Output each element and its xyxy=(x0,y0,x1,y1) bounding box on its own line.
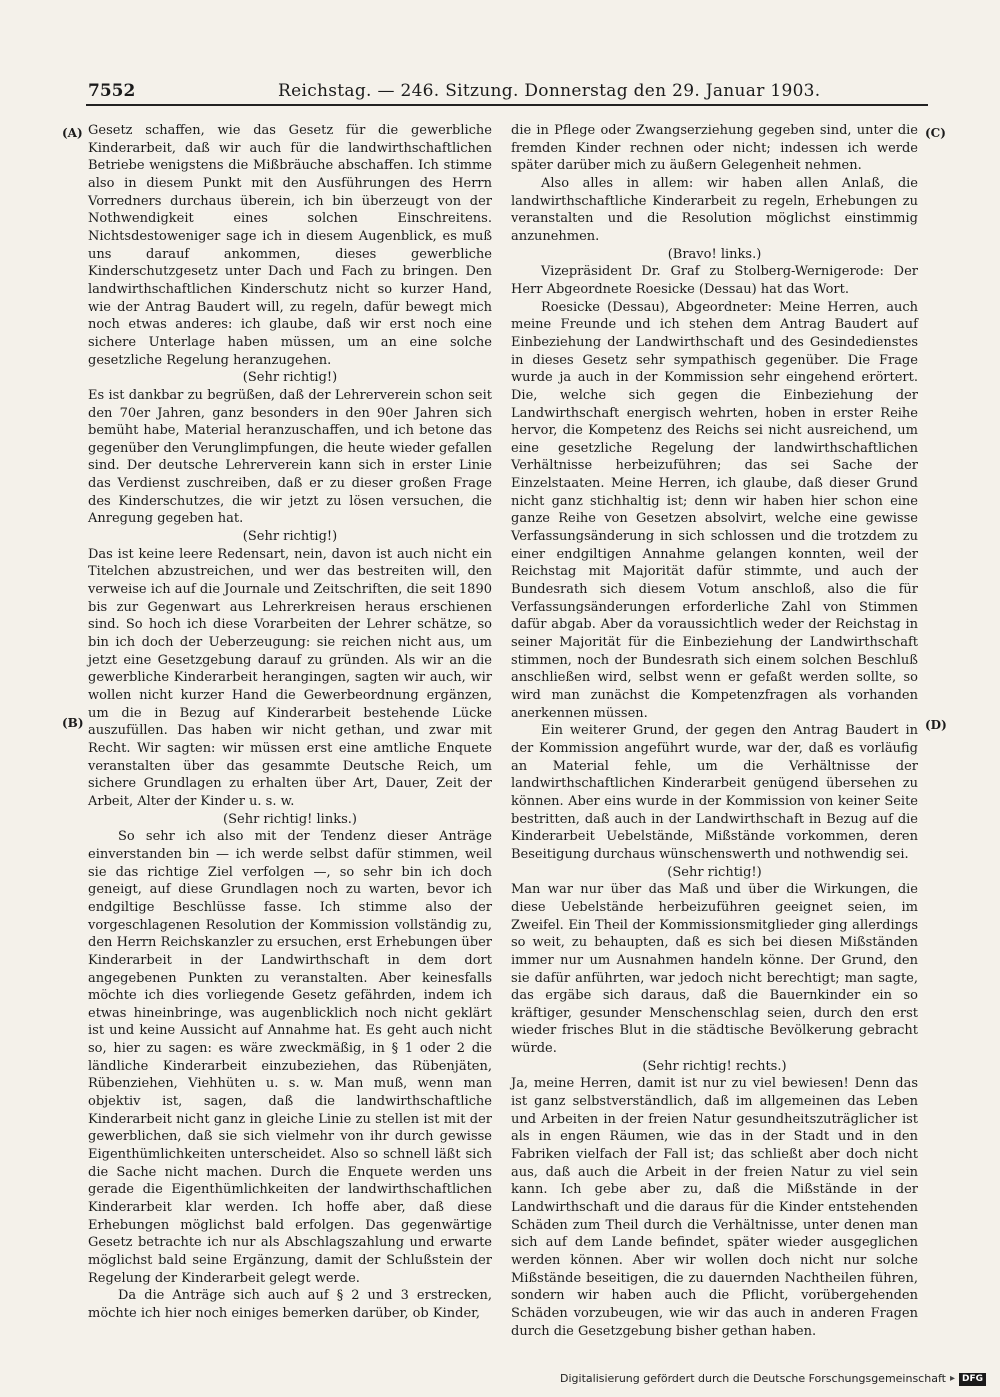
paragraph: Gesetz schaffen, wie das Gesetz für die gewerbliche Kinderarbeit, daß wir auch für die landwirthschaftlichen Betriebe wenigstens die Mißbräuche abschaffen. Ich stimme also in diesem Punkt mit den Ausführungen des Herrn Vorredners durchaus überein, ich bin überzeugt von der Nothwendigkeit eines solchen Einschreitens. Nichtsdestoweniger sage ich in diesem Augenblick, es muß uns darauf ankommen, dieses gewerbliche Kinderschutzgesetz unter Dach und Fach zu bringen. Den landwirthschaftlichen Kinderschutz nicht so kurzer Hand, wie der Antrag Baudert will, zu regeln, dafür bewegt mich noch etwas anderes: ich glaube, daß wir erst noch eine sichere Unterlage haben müssen, um an eine solche gesetzliche Regelung heranzugehen. xyxy=(88,123,492,368)
paragraph: Es ist dankbar zu begrüßen, daß der Lehrerverein schon seit den 70er Jahren, ganz besonders in den 90er Jahren sich bemüht habe, Material heranzuschaffen, und ich betone das gegenüber den Verunglimpfungen, die heute wieder gefallen sind. Der deutsche Lehrerverein kann sich in erster Linie das Verdienst zuschreiben, daß er zu dieser großen Frage des Kinderschutzes, die wir jetzt zu lösen versuchen, die Anregung gegeben hat. xyxy=(88,387,492,527)
paragraph: Ein weiterer Grund, der gegen den Antrag Baudert in der Kommission angeführt wurde, war der, daß es vorläufig an Material fehle, um die Verhältnisse der landwirthschaftlichen Kinderarbeit genügend übersehen zu können. Aber eins wurde in der Kommission von keiner Seite bestritten, daß auch in der Landwirthschaft in Bezug auf die Kinderarbeit Uebelstände, Mißstände vorkommen, deren Beseitigung durchaus wünschenswerth und nothwendig sei. xyxy=(511,723,918,862)
interjection: (Bravo! links.) xyxy=(667,246,762,262)
interjection: (Sehr richtig! rechts.) xyxy=(642,1058,787,1074)
header-rule xyxy=(86,104,928,106)
interjection: (Sehr richtig!) xyxy=(242,529,338,545)
speech-paragraph: Roesicke (Dessau), Abgeordneter: Meine Herren, auch meine Freunde und ich stehen dem Antrag Baudert auf Einbeziehung der Landwirthschaft und des Gesindedienstes in dieses Gesetz sehr sympathisch gegenüber. Die Frage wurde ja auch in der Kommission sehr eingehend erörtert. Die, welche sich gegen die Einbeziehung der Landwirthschaft energisch wehrten, hoben in erster Reihe hervor, die Kompetenz des Reichs sei nicht ausreichend, um eine gesetzliche Regelung der landwirthschaftlichen Verhältnisse herbeizuführen; das sei Sache der Einzelstaaten. Meine Herren, ich glaube, daß dieser Grund nicht ganz stichhaltig ist; denn wir haben hier schon eine ganze Reihe von Gesetzen absolvirt, welche eine gewisse Verfassungsänderung in sich schlossen und die trotzdem zu einer endgiltigen Annahme gelangen konnten, weil der Reichstag mit Majorität dafür stimmte, und auch der Bundesrath sich diesem Votum anschloß, also die für Verfassungsänderungen erforderliche Zahl von Stimmen dafür abgab. Aber da voraussichtlich weder der Reichstag in seiner Majorität für die Einbeziehung der Landwirthschaft stimmen, noch der Bundesrath sich einem solchen Beschluß anschließen wird, selbst wenn er gefaßt werden sollte, so wird man zunächst die Kompetenzfragen als vorhanden anerkennen müssen. xyxy=(511,299,918,721)
right-column xyxy=(511,122,918,1340)
margin-marker-d: (D) xyxy=(925,718,947,732)
arrow-icon: ▸ xyxy=(949,1373,955,1384)
dfg-logo: DFG xyxy=(959,1373,986,1386)
margin-marker-b: (B) xyxy=(62,716,84,730)
speaker-announcement: Vizepräsident Dr. Graf zu Stolberg-Wernigerode: Der Herr Abgeordnete Roesicke (Dessau) hat das Wort. xyxy=(511,264,918,297)
paragraph: Also alles in allem: wir haben allen Anlaß, die landwirthschaftliche Kinderarbeit zu regeln, Erhebungen zu veranstalten und die Resolution möglichst einstimmig anzunehmen. xyxy=(511,175,918,244)
margin-marker-a: (A) xyxy=(62,126,83,140)
margin-marker-c: (C) xyxy=(925,126,946,140)
page-header xyxy=(88,80,926,102)
paragraph: Das ist keine leere Redensart, nein, davon ist auch nicht ein Titelchen abzustreichen, und wer das bestreiten will, den verweise ich auf die Journale und Zeitschriften, die seit 1890 bis zur Gegenwart aus Lehrerkreisen heraus erschienen sind. So hoch ich diese Vorarbeiten der Lehrer schätze, so bin ich doch der Ueberzeugung: sie reichen nicht aus, um jetzt eine Gesetzgebung darauf zu gründen. Als wir an die gewerbliche Kinderarbeit herangingen, sagten wir auch, wir wollen nicht kurzer Hand die Gewerbeordnung ergänzen, um die in Bezug auf Kinderarbeit bestehende Lücke auszufüllen. Das haben wir nicht gethan, und zwar mit Recht. Wir sagten: wir müssen erst eine amtliche Enquete veranstalten über das gesammte Deutsche Reich, um sichere Grundlagen zu erhalten über Art, Dauer, Zeit der Arbeit, Alter der Kinder u. s. w. xyxy=(88,546,492,809)
interjection: (Sehr richtig! links.) xyxy=(223,811,357,827)
paragraph: die in Pflege oder Zwangserziehung gegeben sind, unter die fremden Kinder rechnen oder nicht; indessen ich werde später darüber mich zu äußern Gelegenheit nehmen. xyxy=(511,123,918,174)
paragraph: Man war nur über das Maß und über die Wirkungen, die diese Uebelstände herbeizuführen geeignet seien, im Zweifel. Ein Theil der Kommissionsmitglieder ging allerdings so weit, zu behaupten, daß es sich bei diesen Mißständen immer nur um Ausnahmen handeln könne. Der Grund, den sie dafür anführten, war jedoch nicht berechtigt; man sagte, das ergäbe sich daraus, daß die Bauernkinder ein so kräftiger, gesunder Menschenschlag seien, durch den erst wieder frisches Blut in die städtische Bevölkerung gebracht würde. xyxy=(511,882,918,1057)
left-column xyxy=(88,122,492,1323)
paragraph: So sehr ich also mit der Tendenz dieser Anträge einverstanden bin — ich werde selbst dafür stimmen, weil sie das richtige Ziel verfolgen —, so sehr bin ich doch geneigt, auf diese Grundlagen noch zu warten, bevor ich endgiltige Beschlüsse fasse. Ich stimme also der vorgeschlagenen Resolution der Kommission vollständig zu, den Herrn Reichskanzler zu ersuchen, erst Erhebungen über Kinderarbeit in der Landwirthschaft in dem dort angegebenen Punkten zu veranstalten. Aber keinesfalls möchte ich dies vorliegende Gesetz gefährden, indem ich etwas hineinbringe, was augenblicklich noch nicht geklärt ist und keine Aussicht auf Annahme hat. Es geht auch nicht so, hier zu sagen: es wäre zweckmäßig, in § 1 oder 2 die ländliche Kinderarbeit einzubeziehen, das Rübenjäten, Rübenziehen, Viehhüten u. s. w. Man muß, wenn man objektiv ist, sagen, daß die landwirthschaftliche Kinderarbeit nicht ganz in gleiche Linie zu stellen ist mit der gewerblichen, daß sie sich vielmehr von ihr durch gewisse Eigenthümlichkeiten unterscheidet. Also so schnell läßt sich die Sache nicht machen. Durch die Enquete werden uns gerade die Eigenthümlichkeiten der landwirthschaftlichen Kinderarbeit klar werden. Ich hoffe aber, daß diese Erhebungen möglichst bald erfolgen. Das gegenwärtige Gesetz betrachte ich nur als Abschlagszahlung und erwarte möglichst bald seine Ergänzung, damit der Schlußstein der Regelung der Kinderarbeit gelegt werde. xyxy=(88,829,492,1286)
digitization-footer xyxy=(560,1371,986,1387)
page-title: Reichstag. — 246. Sitzung. Donnerstag den 29. Januar 1903. xyxy=(278,81,821,101)
interjection: (Sehr richtig!) xyxy=(667,864,762,880)
interjection: (Sehr richtig!) xyxy=(242,370,338,386)
paragraph: Ja, meine Herren, damit ist nur zu viel bewiesen! Denn das ist ganz selbstverständlich, daß im allgemeinen das Leben und Arbeiten in der freien Natur gesundheitszuträglicher ist als in engen Räumen, wie das in der Stadt und in den Fabriken vielfach der Fall ist; das schließt aber doch nicht aus, daß auch die Arbeit in der freien Natur zu viel sein kann. Ich gebe aber zu, daß die Mißstände in der Landwirthschaft und die daraus für die Kinder entstehenden Schäden zum Theil durch die Verhältnisse, unter denen man sich auf dem Lande befindet, später wieder ausgeglichen werden können. Aber wir wollen doch nicht nur solche Mißstände beseitigen, die zu dauernden Nachtheilen führen, sondern wir haben auch die Pflicht, vorübergehenden Schäden vorzubeugen, wie wir das auch in anderen Fragen durch die Gesetzgebung bisher gethan haben. xyxy=(511,1076,918,1339)
page-number: 7552 xyxy=(88,81,136,101)
paragraph: Da die Anträge sich auch auf § 2 und 3 erstrecken, möchte ich hier noch einiges bemerken darüber, ob Kinder, xyxy=(88,1288,492,1321)
footer-text: Digitalisierung gefördert durch die Deutsche Forschungsgemeinschaft xyxy=(560,1372,946,1385)
